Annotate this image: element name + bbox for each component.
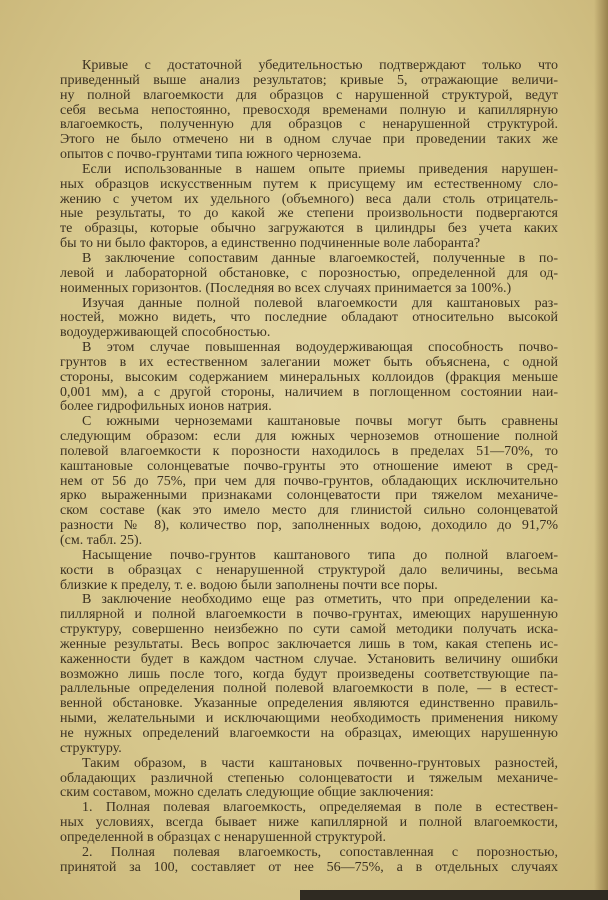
text-line: С южными черноземами каштановые почвы могут быть сравнены	[82, 414, 558, 430]
text-line: ну полной влагоемкости для образцов с нарушенной структурой, ведут	[60, 87, 558, 103]
text-line: раллельные определения полной полевой влагоемкости в поле, — в естест-	[60, 681, 558, 697]
text-line: стороны, высоким содержанием минеральных коллоидов (фракция меньше	[60, 369, 558, 385]
paragraph	[60, 415, 558, 549]
text-line: ные результаты, то до какой же степени произвольности подвергаются	[60, 206, 558, 222]
paragraph	[60, 846, 558, 876]
text-line: полевой влагоемкости к порозности находилось в пределах 51—70%, то	[60, 443, 558, 459]
paragraph	[60, 163, 558, 252]
text-line: опытов с почво-грунтами типа южного чернозема.	[60, 147, 362, 163]
text-line: ностей, можно видеть, что последние обладают относительно высокой	[60, 310, 558, 326]
text-line: структуру.	[60, 740, 122, 756]
paragraph	[60, 297, 558, 342]
text-line: ским составом, можно сделать следующие общие заключения:	[60, 785, 434, 801]
text-line: не нужных определений влагоемкости на образцах, имеющих нарушенную	[60, 725, 558, 741]
text-line: нем от 56 до 75%, при чем для почво-грунтов, обладающих исключительно	[60, 473, 558, 489]
paragraph	[60, 341, 558, 415]
text-line: В этом случае повышенная водоудерживающая способность почво-	[82, 340, 558, 356]
text-line: водоудерживающей способностью.	[60, 325, 271, 341]
text-line: влагоемкость, полученную для образцов с ненарушенной структурой.	[60, 117, 558, 133]
text-line: каженности будет в каждом частном случае. Установить величину ошибки	[60, 651, 558, 667]
text-line: пиллярной и полной влагоемкости в почво-грунтах, имеющих нарушенную	[60, 607, 558, 623]
text-line: каштановые солонцеватые почво-грунты это отношение имеют в сред-	[60, 458, 558, 474]
text-line: (см. табл. 25).	[60, 533, 143, 548]
text-line: себя весьма непостоянно, превосходя временами полную и капиллярную	[60, 102, 558, 118]
document-page-text	[60, 59, 558, 875]
text-line: Изучая данные полной полевой влагоемкости для каштановых раз-	[82, 295, 558, 311]
paragraph	[60, 252, 558, 297]
text-line: Этого не было отмечено ни в одном случае при проведении таких же	[60, 132, 558, 148]
text-line: 2. Полная полевая влагоемкость, сопоставленная с порозностью,	[82, 844, 558, 860]
text-line: грунтов в их естественном залегании может быть объяснена, с одной	[60, 354, 558, 370]
text-line: ных условиях, всегда бывает ниже капиллярной и полной влагоемкости,	[60, 815, 558, 831]
text-line: приведенный выше анализ результатов; кривые 5, отражающие величи-	[60, 72, 558, 88]
text-line: структуру, совершенно неизбежно по сути самой методики получать иска-	[60, 622, 558, 638]
text-line: те образцы, которые обычно загружаются в цилиндры без учета каких	[60, 221, 558, 237]
text-line: ском составе (как это имело место для глинистой сильно солонцеватой	[60, 503, 558, 519]
text-line: 0,001 мм), а с другой стороны, наличием в поглощенном состоянии наи-	[60, 384, 558, 400]
text-line: принятой за 100, составляет от нее 56—75%, а в отдельных случаях	[60, 859, 558, 875]
text-line: определенной в образцах с ненарушенной структурой.	[60, 829, 386, 845]
text-line: Таким образом, в части каштановых почвенно-грунтовых разностей,	[82, 755, 558, 771]
text-line: кости в образцах с ненарушенной структурой дало величины, весьма	[60, 562, 558, 578]
text-line: следующим образом: если для южных черноземов отношение полной	[60, 429, 558, 445]
text-line: более гидрофильных ионов натрия.	[60, 399, 272, 415]
text-line: Кривые с достаточной убедительностью подтверждают только что	[82, 58, 558, 73]
text-line: 1. Полная полевая влагоемкость, определяемая в поле в естествен-	[82, 800, 558, 816]
text-line: обладающих различной степенью солонцеватости и тяжелым механиче-	[60, 770, 558, 786]
text-line: близкие к пределу, т. е. водою были заполнены почти все поры.	[60, 577, 438, 593]
paragraph	[60, 549, 558, 594]
text-line: ярко выраженными признаками солонцеватости при тяжелом механиче-	[60, 488, 558, 504]
text-line: женные результаты. Весь вопрос заключается лишь в том, какая степень ис-	[60, 636, 558, 652]
text-line: бы то ни было факторов, а единственно подчиненные воле лаборанта?	[60, 236, 481, 252]
text-line: ных образцов искусственным путем к присущему им естественному сло-	[60, 176, 558, 192]
scan-border	[300, 890, 608, 900]
text-line: В заключение необходимо еще раз отметить, что при определении ка-	[82, 592, 558, 608]
text-line: возможно лишь после того, когда будут произведены соответствующие па-	[60, 666, 558, 682]
text-line: жению с учетом их удельного (объемного) веса дали столь отрицатель-	[60, 191, 558, 207]
paragraph	[60, 59, 558, 163]
page-edge-shadow	[594, 0, 608, 900]
text-line: Насыщение почво-грунтов каштанового типа до полной влагоем-	[82, 547, 558, 563]
paragraph	[60, 757, 558, 802]
text-line: разности № 8), количество пор, заполненных водою, доходило до 91,7%	[60, 518, 558, 534]
text-line: ными, желательными и исключающими необходимость применения никому	[60, 711, 558, 727]
text-line: Если использованные в нашем опыте приемы приведения нарушен-	[82, 161, 558, 177]
text-line: ноименных горизонтов. (Последняя во всех случаях принимается за 100%.)	[60, 280, 512, 296]
text-line: венной обстановке. Указанные определения являются единственно правиль-	[60, 696, 558, 712]
text-line: В заключение сопоставим данные влагоемкостей, полученные в по-	[82, 250, 558, 266]
paragraph	[60, 593, 558, 756]
paragraph	[60, 801, 558, 846]
text-line: левой и лабораторной обстановке, с порозностью, определенной для од-	[60, 265, 558, 281]
